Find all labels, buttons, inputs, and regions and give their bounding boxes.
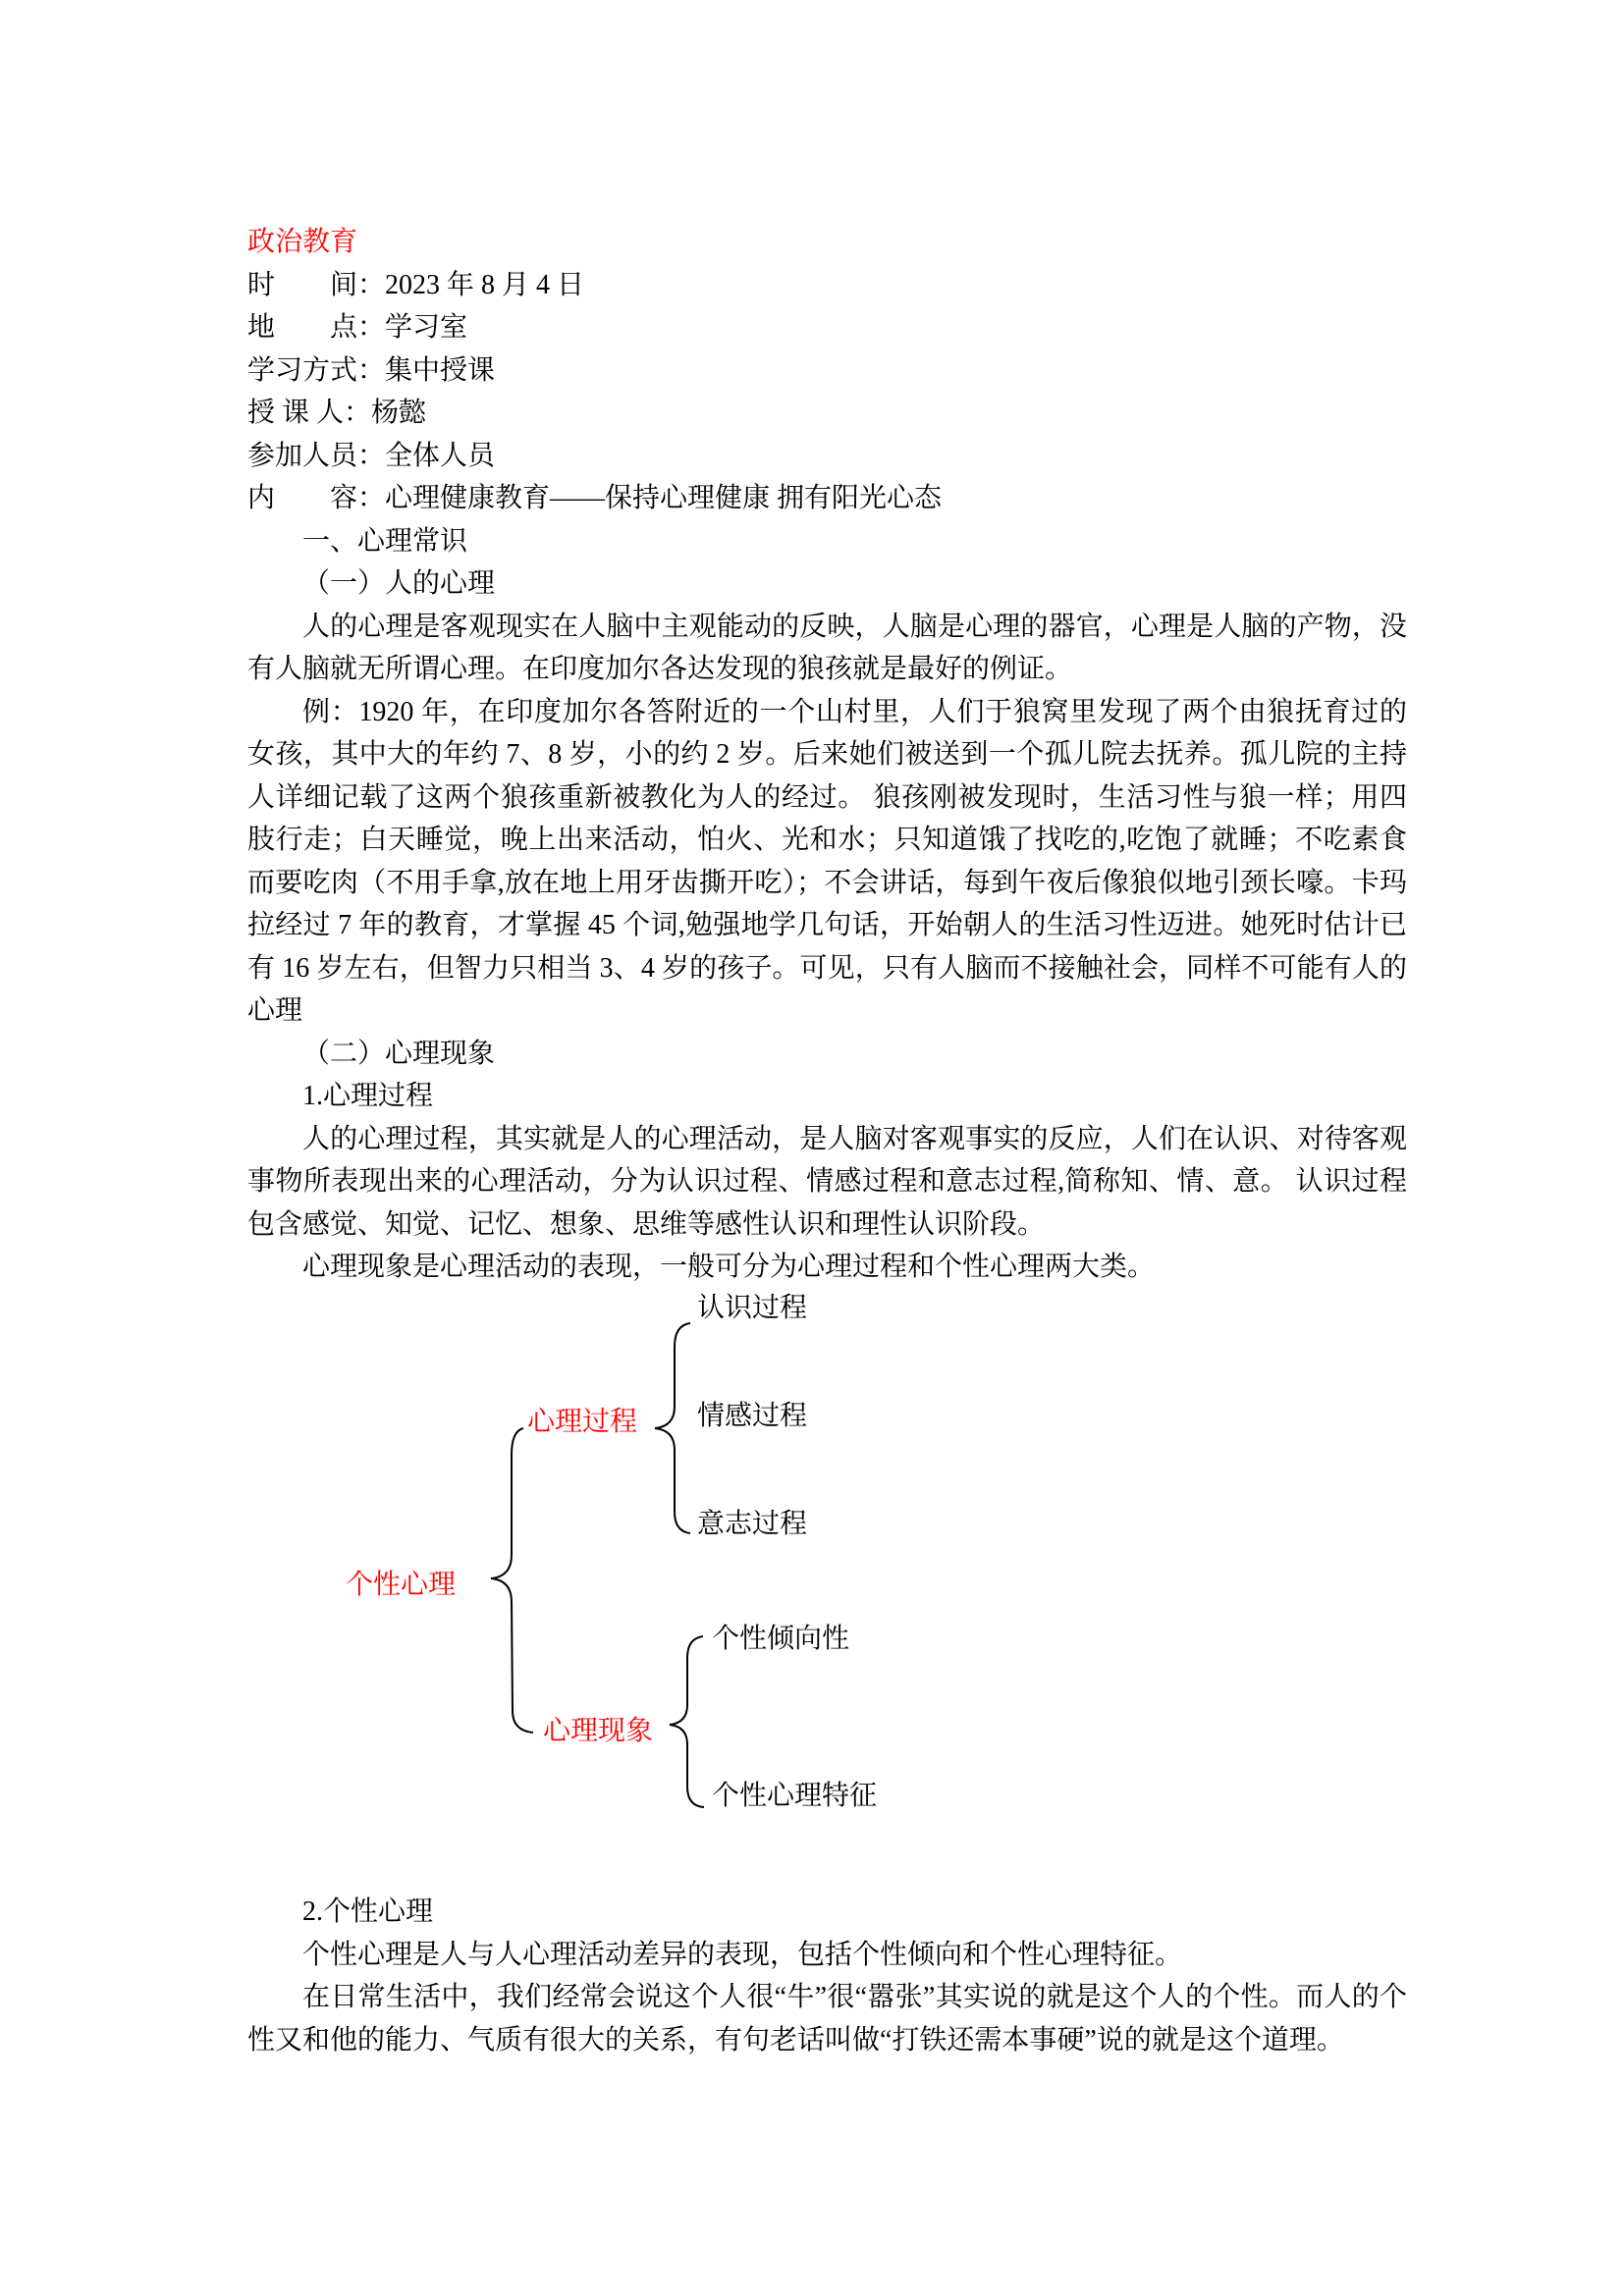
diagram-node-mental-phenomena: 心理现象 (543, 1714, 654, 1746)
diagram-node-personality-traits: 个性心理特征 (712, 1779, 878, 1811)
diagram-node-will-process: 意志过程 (697, 1507, 808, 1539)
diagram-node-personality-tendency: 个性倾向性 (712, 1622, 850, 1654)
meta-line-place: 地 点：学习室 (247, 312, 468, 343)
meta-line-participants: 参加人员：全体人员 (247, 440, 496, 471)
subheading-personality-psychology: 2.个性心理 (302, 1896, 434, 1927)
brace-mental-process-group (655, 1323, 690, 1533)
section-heading-1-1: （一）人的心理 (302, 568, 496, 599)
meta-line-lecturer: 授 课 人：杨懿 (247, 398, 427, 428)
diagram-node-personality-psychology: 个性心理 (346, 1568, 457, 1600)
diagram-node-emotional-process: 情感过程 (697, 1399, 808, 1431)
document-body-top (247, 221, 1407, 1289)
brace-phenomena-group (670, 1636, 704, 1807)
paragraph-mental-process: 人的心理过程，其实就是人的心理活动，是人脑对客观事实的反应，人们在认识、对待客观事物所表现出来的心理活动，分为认识过程、情感过程和意志过程,简称知、情、意。 认识过程包含感觉、知觉、记忆、想象、思维等感性认识和理性认识阶段。 (247, 1123, 1407, 1240)
paragraph-mental-phenomena: 心理现象是心理活动的表现，一般可分为心理过程和个性心理两大类。 (302, 1252, 1156, 1282)
section-heading-1-2: （二）心理现象 (302, 1038, 496, 1069)
meta-line-method: 学习方式：集中授课 (247, 354, 496, 386)
brace-root-group (491, 1428, 533, 1733)
subheading-mental-process: 1.心理过程 (302, 1081, 434, 1111)
diagram-node-mental-process: 心理过程 (527, 1405, 638, 1437)
meta-line-content: 内 容：心理健康教育——保持心理健康 拥有阳光心态 (247, 483, 943, 513)
paragraph-personality-daily-life: 在日常生活中，我们经常会说这个人很“牛”很“嚣张”其实说的就是这个人的个性。而人的个性又和他的能力、气质有很大的关系，有句老话叫做“打铁还需本事硬”说的就是这个道理。 (247, 1982, 1407, 2056)
page-title: 政治教育 (247, 227, 358, 257)
meta-line-time: 时 间：2023 年 8 月 4 日 (247, 269, 585, 300)
diagram-node-cognitive-process: 认识过程 (697, 1291, 808, 1323)
paragraph-human-mind: 人的心理是客观现实在人脑中主观能动的反映，人脑是心理的器官，心理是人脑的产物，没有人脑就无所谓心理。在印度加尔各达发现的狼孩就是最好的例证。 (247, 611, 1407, 684)
paragraph-wolf-children-example: 例：1920 年，在印度加尔各答附近的一个山村里，人们于狼窝里发现了两个由狼抚育过的女孩，其中大的年约 7、8 岁，小的约 2 岁。后来她们被送到一个孤儿院去抚养。孤儿院的主持人详细记载了这两个狼孩重新被教化为人的经过。 狼孩刚被发现时，生活习性与狼一样；用四肢行走；白天睡觉，晚上出来活动，怕火、光和水；只知道饿了找吃的,吃饱了就睡；不吃素食而要吃肉（不用手拿,放在地上用牙齿撕开吃）；不会讲话，每到午夜后像狼似地引颈长嚎。卡玛拉经过 7 年的教育，才掌握 45 个词,勉强地学几句话，开始朝人的生活习性迈进。她死时估计已有 16 岁左右，但智力只相当 3、4 岁的孩子。可见，只有人脑而不接触社会，同样不可能有人的心理 (247, 696, 1407, 1026)
paragraph-personality-definition: 个性心理是人与人心理活动差异的表现，包括个性倾向和个性心理特征。 (302, 1939, 1183, 1970)
document-body-bottom (247, 1891, 1407, 2061)
section-heading-1: 一、心理常识 (302, 525, 468, 557)
